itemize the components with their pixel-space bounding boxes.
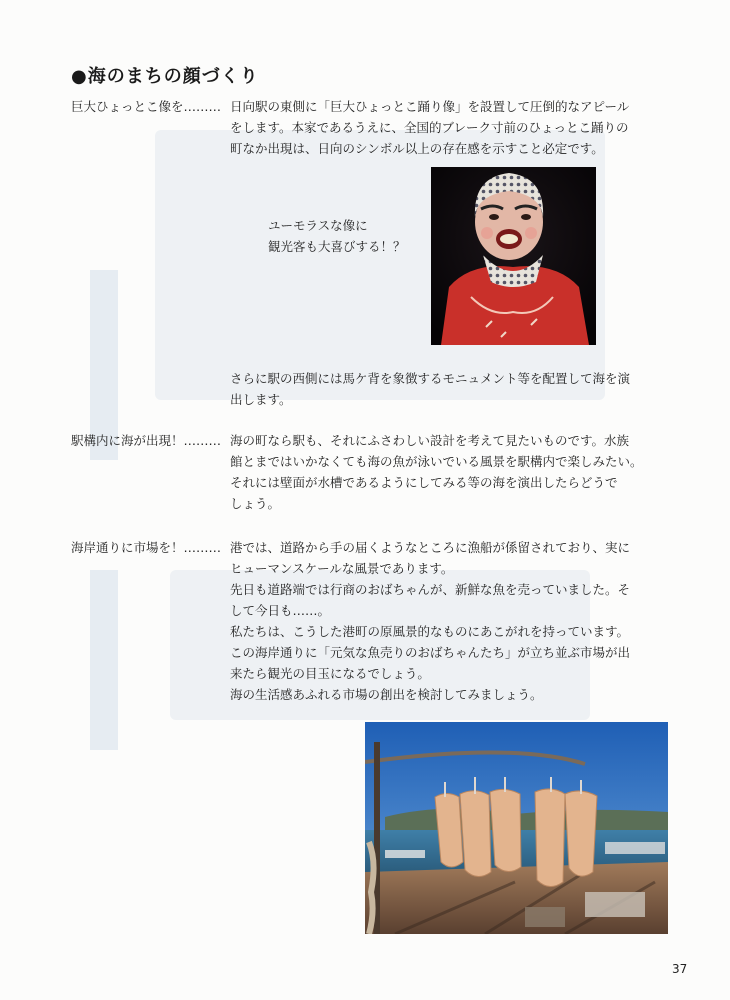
text-line: さらに駅の西側には馬ケ背を象徴するモニュメント等を配置して海を演 bbox=[230, 371, 631, 386]
paragraph-giant-statue bbox=[230, 96, 670, 159]
text-line: 港では、道路から手の届くようなところに漁船が係留されており、実に bbox=[230, 540, 631, 555]
hyottoko-photo bbox=[431, 167, 596, 345]
text-line: して今日も……。 bbox=[230, 603, 331, 618]
text-line: 先日も道路端では行商のおばちゃんが、新鮮な魚を売っていました。そ bbox=[230, 582, 631, 597]
photo-caption bbox=[268, 215, 406, 257]
text-line: この海岸通りに「元気な魚売りのおばちゃんたち」が立ち並ぶ市場が出 bbox=[230, 645, 631, 660]
bleed-through-bar bbox=[90, 570, 118, 750]
paragraph-seaside-market bbox=[230, 537, 670, 705]
text-line: 館とまではいかなくても海の魚が泳いでいる風景を駅構内で楽しみたい。 bbox=[230, 454, 643, 469]
paragraph-monument bbox=[230, 368, 670, 410]
caption-line: ユーモラスな像に bbox=[268, 218, 368, 233]
label-station-sea: 駅構内に海が出現！……… bbox=[71, 433, 222, 448]
text-line: しょう。 bbox=[230, 496, 281, 511]
paragraph-station-sea bbox=[230, 430, 670, 514]
text-line: 日向駅の東側に「巨大ひょっとこ踊り像」を設置して圧倒的なアピール bbox=[230, 99, 630, 114]
page-number: 37 bbox=[672, 962, 688, 976]
text-line: 私たちは、こうした港町の原風景的なものにあこがれを持っています。 bbox=[230, 624, 630, 639]
harbor-squid-photo bbox=[365, 722, 668, 934]
text-line: をします。本家であるうえに、全国的ブレーク寸前のひょっとこ踊りの bbox=[230, 120, 629, 135]
caption-line: 観光客も大喜びする！？ bbox=[268, 239, 406, 254]
label-seaside-market: 海岸通りに市場を！……… bbox=[71, 540, 222, 555]
label-giant-statue: 巨大ひょっとこ像を……… bbox=[71, 99, 222, 114]
text-line: 海の生活感あふれる市場の創出を検討してみましょう。 bbox=[230, 687, 543, 702]
text-line: それには壁面が水槽であるようにしてみる等の海を演出したらどうで bbox=[230, 475, 618, 490]
section-heading: ●海のまちの顔づくり bbox=[71, 66, 259, 87]
text-line: 来たら観光の目玉になるでしょう。 bbox=[230, 666, 430, 681]
text-line: 出します。 bbox=[230, 392, 292, 407]
text-line: ヒューマンスケールな風景であります。 bbox=[230, 561, 454, 576]
text-line: 海の町なら駅も、それにふさわしい設計を考えて見たいものです。水族 bbox=[230, 433, 630, 448]
text-line: 町なか出現は、日向のシンボル以上の存在感を示すこと必定です。 bbox=[230, 141, 604, 156]
